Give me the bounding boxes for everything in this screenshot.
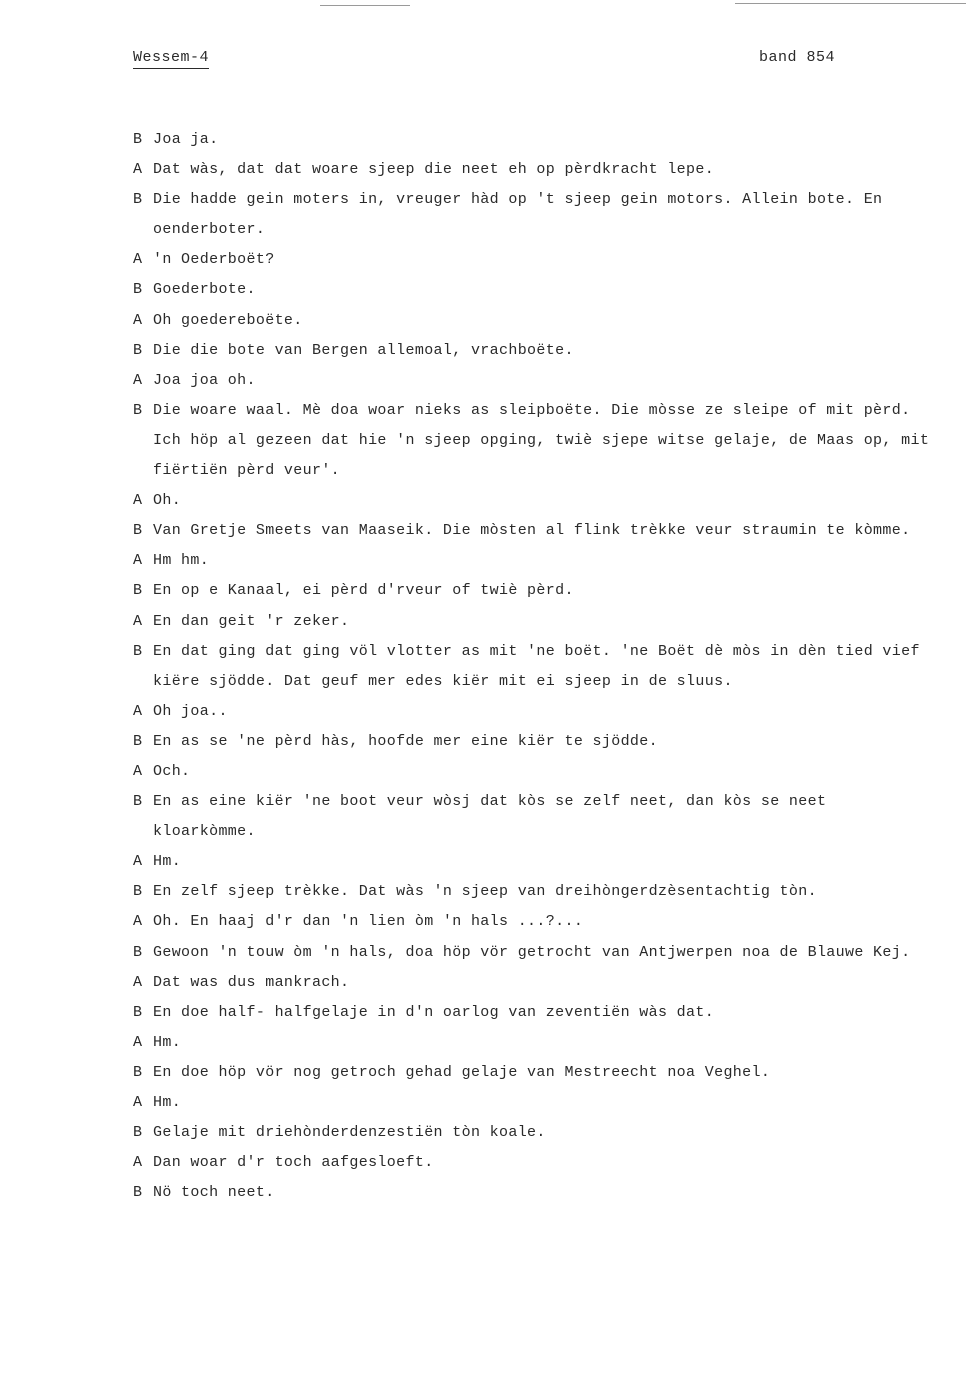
utterance-text: Och. — [153, 762, 191, 780]
speaker-label: B — [133, 131, 143, 148]
speaker-label: B — [133, 883, 143, 901]
document-id: Wessem-4 — [133, 49, 209, 69]
utterance-text: Joa ja. — [153, 131, 219, 148]
utterance-text: Oh. En haaj d'r dan 'n lien òm 'n hals ...?... — [153, 913, 584, 931]
transcript-turn — [133, 1088, 933, 1118]
utterance-text: En dan geit 'r zeker. — [153, 612, 350, 630]
transcript-turn — [133, 546, 933, 576]
transcript-turn — [133, 125, 933, 155]
transcript-turn — [133, 396, 933, 486]
utterance-text: En zelf sjeep trèkke. Dat wàs 'n sjeep van dreihòngerdzèsentachtig tòn. — [153, 883, 817, 901]
transcript-turn — [133, 938, 933, 968]
utterance-text: Dan woar d'r toch aafgesloeft. — [153, 1154, 434, 1172]
transcript — [133, 125, 933, 1208]
speaker-label: A — [133, 492, 143, 510]
tape-number: band 854 — [759, 49, 836, 66]
transcript-turn — [133, 576, 933, 606]
transcript-turn — [133, 366, 933, 396]
utterance-text: Die woare waal. Mè doa woar nieks as sleipboëte. Die mòsse ze sleipe of mit pèrd. Ich höp al gezeen dat hie 'n sjeep opging, twiè sjepe witse gelaje, de Maas op, mit fiërtiën pèrd veur'. — [153, 401, 930, 480]
transcript-turn — [133, 637, 933, 697]
utterance-text: Dat was dus mankrach. — [153, 973, 350, 991]
transcript-turn — [133, 998, 933, 1028]
transcript-turn — [133, 155, 933, 185]
transcript-turn — [133, 787, 933, 847]
speaker-label: A — [133, 762, 143, 780]
utterance-text: En doe half- halfgelaje in d'n oarlog van zeventiën wàs dat. — [153, 1003, 715, 1021]
utterance-text: Van Gretje Smeets van Maaseik. Die mòsten al flink trèkke veur straumin te kòmme. — [153, 522, 911, 540]
transcript-turn — [133, 1148, 933, 1178]
transcript-turn — [133, 1178, 933, 1208]
speaker-label: B — [133, 341, 143, 359]
utterance-text: Goederbote. — [153, 281, 256, 299]
utterance-text: Hm. — [153, 1094, 182, 1111]
speaker-label: A — [133, 552, 143, 570]
transcript-turn — [133, 607, 933, 637]
transcript-turn — [133, 306, 933, 336]
speaker-label: B — [133, 191, 143, 209]
utterance-text: En doe höp vör nog getroch gehad gelaje van Mestreecht noa Veghel. — [153, 1063, 771, 1081]
transcript-turn — [133, 757, 933, 787]
speaker-label: A — [133, 612, 143, 630]
scan-artifact-line — [735, 3, 966, 4]
speaker-label: A — [133, 311, 143, 329]
speaker-label: B — [133, 401, 143, 419]
transcript-turn — [133, 1028, 933, 1058]
transcript-turn — [133, 727, 933, 757]
transcript-turn — [133, 185, 933, 245]
scan-artifact-line — [320, 5, 410, 6]
transcript-turn — [133, 847, 933, 877]
speaker-label: B — [133, 522, 143, 540]
utterance-text: Nö toch neet. — [153, 1184, 275, 1202]
speaker-label: B — [133, 642, 143, 660]
transcript-turn — [133, 697, 933, 727]
speaker-label: A — [133, 1154, 143, 1172]
transcript-turn — [133, 968, 933, 998]
utterance-text: Die hadde gein moters in, vreuger hàd op 't sjeep gein motors. Allein bote. En oenderboter. — [153, 191, 883, 239]
utterance-text: En as se 'ne pèrd hàs, hoofde mer eine kiër te sjödde. — [153, 732, 658, 750]
speaker-label: A — [133, 1094, 143, 1111]
transcript-turn — [133, 336, 933, 366]
utterance-text: Oh joa.. — [153, 702, 228, 720]
utterance-text: Oh. — [153, 492, 182, 510]
speaker-label: A — [133, 853, 143, 871]
speaker-label: A — [133, 1033, 143, 1051]
utterance-text: Die die bote van Bergen allemoal, vrachboëte. — [153, 341, 574, 359]
transcript-turn — [133, 877, 933, 907]
speaker-label: B — [133, 793, 143, 811]
speaker-label: B — [133, 1184, 143, 1202]
transcript-turn — [133, 516, 933, 546]
transcript-turn — [133, 1118, 933, 1148]
speaker-label: A — [133, 371, 143, 389]
utterance-text: Gelaje mit driehònderdenzestiën tòn koale. — [153, 1124, 546, 1142]
speaker-label: B — [133, 1063, 143, 1081]
speaker-label: B — [133, 732, 143, 750]
utterance-text: Oh goedereboëte. — [153, 311, 303, 329]
speaker-label: A — [133, 251, 143, 269]
transcript-turn — [133, 907, 933, 937]
speaker-label: B — [133, 582, 143, 600]
speaker-label: A — [133, 913, 143, 931]
utterance-text: En op e Kanaal, ei pèrd d'rveur of twiè pèrd. — [153, 582, 574, 600]
utterance-text: Hm. — [153, 1033, 182, 1051]
transcript-turn — [133, 275, 933, 305]
speaker-label: A — [133, 973, 143, 991]
speaker-label: A — [133, 161, 143, 179]
speaker-label: B — [133, 281, 143, 299]
utterance-text: 'n Oederboët? — [153, 251, 275, 269]
utterance-text: Gewoon 'n touw òm 'n hals, doa höp vör getrocht van Antjwerpen noa de Blauwe Kej. — [153, 943, 911, 961]
utterance-text: Hm hm. — [153, 552, 210, 570]
speaker-label: B — [133, 943, 143, 961]
utterance-text: Joa joa oh. — [153, 371, 256, 389]
speaker-label: B — [133, 1124, 143, 1142]
utterance-text: En as eine kiër 'ne boot veur wòsj dat kòs se zelf neet, dan kòs se neet kloarkòmme. — [153, 793, 827, 841]
transcript-turn — [133, 1058, 933, 1088]
transcript-turn — [133, 486, 933, 516]
utterance-text: En dat ging dat ging völ vlotter as mit 'ne boët. 'ne Boët dè mòs in dèn tied vief kiëre sjödde. Dat geuf mer edes kiër mit ei sjeep in de sluus. — [153, 642, 920, 690]
transcript-turn — [133, 245, 933, 275]
utterance-text: Dat wàs, dat dat woare sjeep die neet eh op pèrdkracht lepe. — [153, 161, 715, 179]
speaker-label: B — [133, 1003, 143, 1021]
speaker-label: A — [133, 702, 143, 720]
utterance-text: Hm. — [153, 853, 182, 871]
